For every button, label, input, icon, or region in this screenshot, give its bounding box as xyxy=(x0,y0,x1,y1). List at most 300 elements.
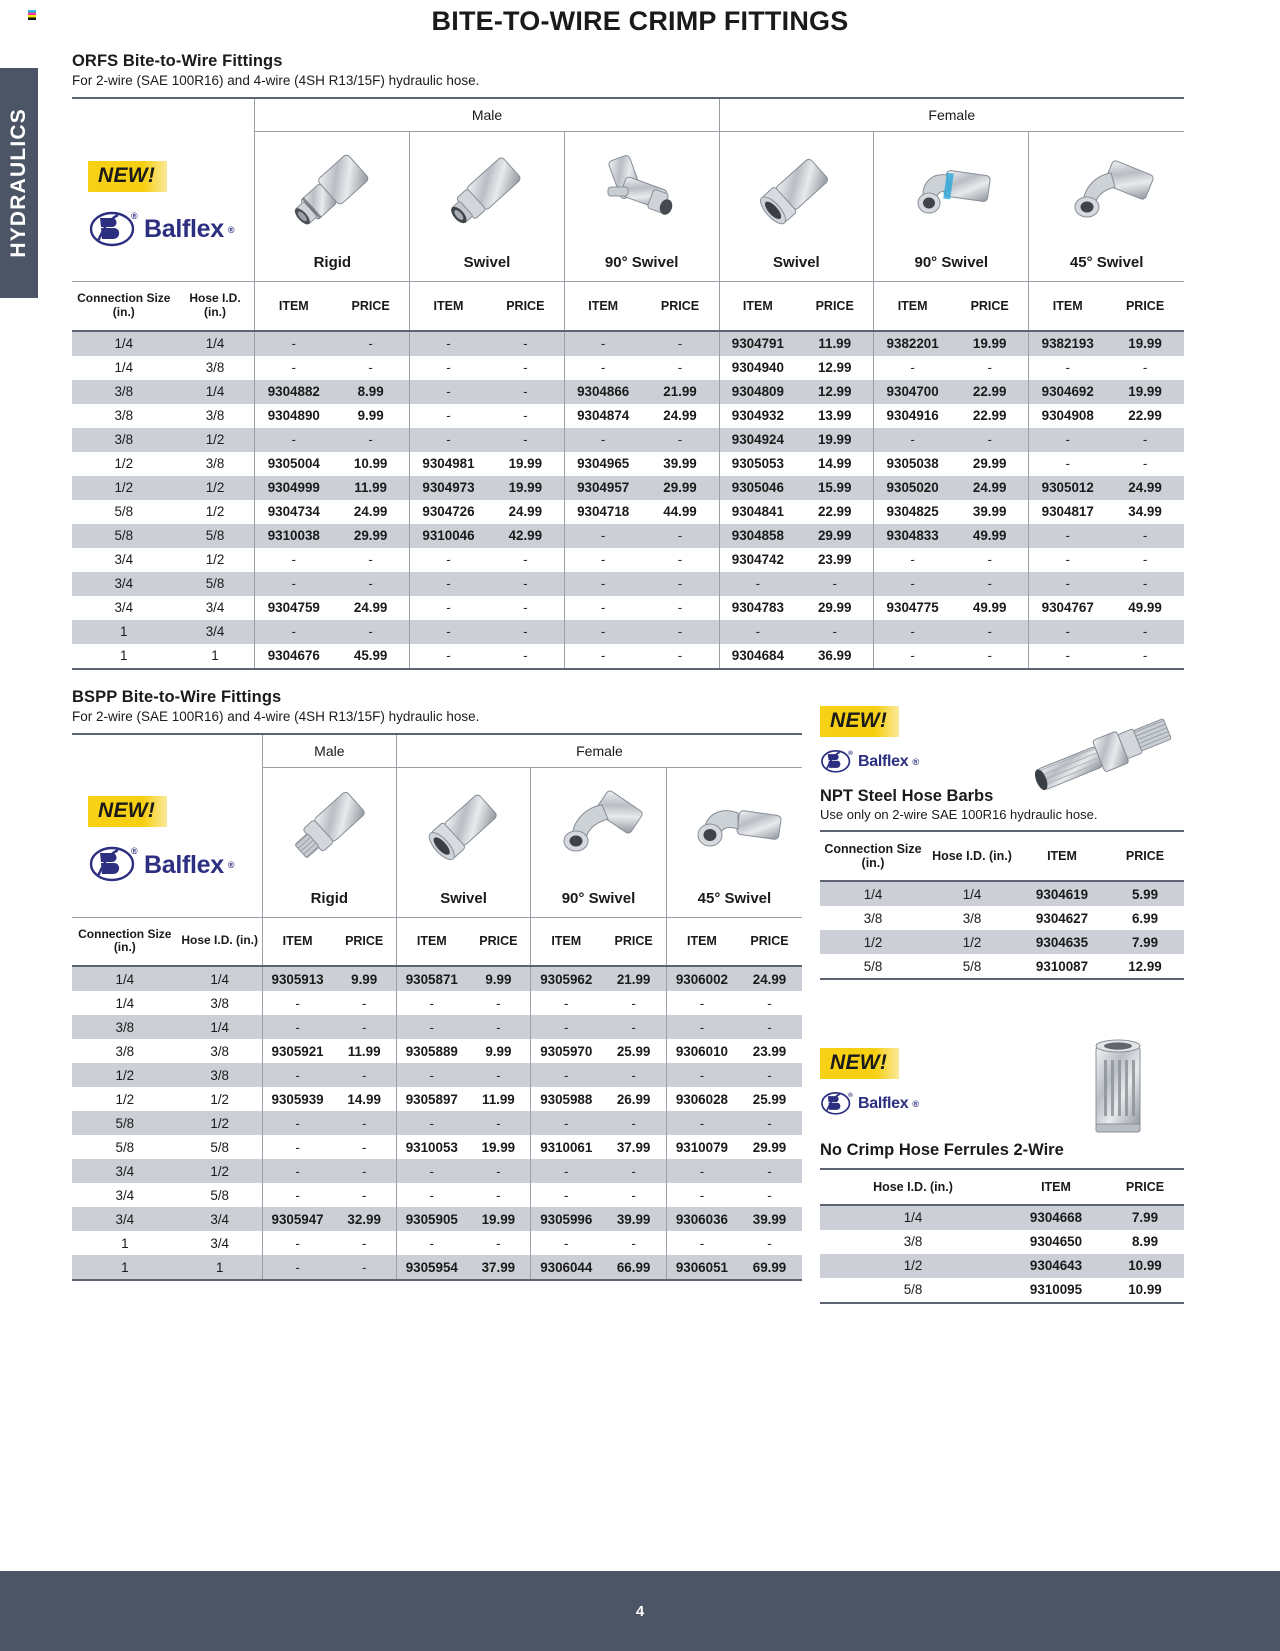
cell-item-0: - xyxy=(255,572,332,596)
cell-price-2: 25.99 xyxy=(616,1043,651,1059)
cell-hose-id: 3/4 xyxy=(210,1235,229,1251)
table-row xyxy=(72,356,1184,380)
cell-connection-size: 1 xyxy=(121,1235,129,1251)
cell-connection-size: 5/8 xyxy=(72,524,176,548)
cell-price-1: 37.99 xyxy=(467,1255,531,1280)
bspp-caption-3: 45° Swivel xyxy=(666,885,802,917)
ferrules-block xyxy=(820,1048,1184,1304)
orfs-col-conn: Connection Size (in.) xyxy=(77,291,171,319)
cell-price-0: - xyxy=(332,1111,396,1135)
cell-item-2: - xyxy=(531,991,602,1015)
cell-hose-id: 3/4 xyxy=(178,1207,263,1231)
table-row xyxy=(72,620,1184,644)
cell-hose-id: 1/4 xyxy=(176,380,255,404)
page-footer xyxy=(0,1571,1280,1651)
cell-price-4: 24.99 xyxy=(951,476,1029,500)
cell-connection-size: 3/4 xyxy=(72,572,176,596)
cell-price-1: - xyxy=(487,428,565,452)
bspp-col-conn: Connection Size (in.) xyxy=(78,926,172,955)
ferrules-col-item: ITEM xyxy=(1041,1179,1071,1194)
cell-item-2: 9304965 xyxy=(564,452,641,476)
cell-item: 9304627 xyxy=(1035,910,1089,926)
bspp-image-female-swivel xyxy=(396,767,530,885)
balflex-mark-icon xyxy=(88,843,140,887)
cell-item-1: - xyxy=(410,572,487,596)
cell-item-3: 9304742 xyxy=(719,548,796,572)
cell-price-0: 8.99 xyxy=(332,380,410,404)
ferrules-col-price: PRICE xyxy=(1125,1179,1165,1194)
bspp-brand-cell xyxy=(72,767,262,917)
cell-hose-id: 1/2 xyxy=(820,1254,1006,1278)
cell-item-1: - xyxy=(396,1015,466,1039)
cell-price-2: - xyxy=(601,1063,666,1087)
balflex-wordmark: Balflex xyxy=(858,1094,909,1112)
balflex-wordmark: Balflex xyxy=(144,850,224,879)
orfs-col-price-2: PRICE xyxy=(660,298,700,313)
bspp-group-header-row xyxy=(72,734,802,768)
orfs-col-item-4: ITEM xyxy=(874,282,951,331)
cell-item-4: 9304916 xyxy=(874,404,951,428)
cell-item-3: 9305046 xyxy=(719,476,796,500)
cell-item-2: - xyxy=(564,644,641,669)
cell-price-0: - xyxy=(361,1235,367,1251)
table-row xyxy=(72,1111,802,1135)
cell-item-1: - xyxy=(396,1159,466,1183)
cell-price-3: - xyxy=(767,1235,772,1251)
cell-price-5: 22.99 xyxy=(1128,408,1162,424)
balflex-wordmark: Balflex xyxy=(858,752,909,770)
cell-price-0: - xyxy=(368,360,373,376)
cell-connection-size: 1 xyxy=(120,648,128,664)
cell-hose-id: 3/8 xyxy=(210,1043,229,1059)
cell-connection-size: 3/4 xyxy=(72,1207,178,1231)
table-row xyxy=(72,572,1184,596)
cell-item-5: - xyxy=(1029,644,1106,669)
cell-item-0: 9304734 xyxy=(255,500,332,524)
cell-price-3: 12.99 xyxy=(817,360,852,376)
cell-price: 6.99 xyxy=(1131,910,1159,926)
cell-price-5: - xyxy=(1142,360,1148,376)
orfs-title: ORFS Bite-to-Wire Fittings xyxy=(72,52,283,70)
orfs-caption-4: 90° Swivel xyxy=(874,250,1029,282)
cell-item-2: 9305962 xyxy=(531,966,602,991)
cell-item-3: 9304841 xyxy=(719,500,796,524)
cell-connection-size: 1/4 xyxy=(72,966,178,991)
svg-text:®: ® xyxy=(848,749,853,757)
cell-item-2: - xyxy=(531,1063,602,1087)
table-row xyxy=(72,596,1184,620)
cell-item-2: 9305988 xyxy=(531,1087,602,1111)
table-row xyxy=(72,428,1184,452)
cell-price-2: 24.99 xyxy=(663,408,697,424)
cell-price-3: 29.99 xyxy=(817,600,852,616)
cell-price-2: - xyxy=(677,552,683,568)
cell-price-4: 22.99 xyxy=(972,408,1007,424)
cell-item-3: - xyxy=(719,620,796,644)
cell-item-3: 9305053 xyxy=(719,452,796,476)
cell-item-1: - xyxy=(410,548,487,572)
fitting-bspp-male-rigid-icon xyxy=(275,777,383,875)
cell-item-2: - xyxy=(564,356,641,380)
table-row xyxy=(72,1063,802,1087)
orfs-caption-3: Swivel xyxy=(719,250,874,282)
cell-price-1: - xyxy=(487,572,565,596)
cell-item-1: 9305871 xyxy=(396,966,466,991)
cell-item-3: 9304924 xyxy=(719,428,796,452)
cell-price-0: - xyxy=(332,1063,396,1087)
cell-item-2: - xyxy=(564,572,641,596)
new-badge: NEW! xyxy=(88,796,167,827)
bspp-image-female-45-swivel xyxy=(666,767,802,885)
balflex-reg-icon: ® xyxy=(227,224,235,235)
cell-item-4: 9305020 xyxy=(874,476,951,500)
npt-col-price: PRICE xyxy=(1125,848,1165,863)
cell-price-0: - xyxy=(368,552,373,568)
cell-item-2: 9305996 xyxy=(531,1207,602,1231)
cell-item-0: 9305921 xyxy=(262,1039,332,1063)
cell-item-0: 9304890 xyxy=(255,404,332,428)
cell-item-2: - xyxy=(531,1015,602,1039)
cell-price-1: 9.99 xyxy=(485,1043,512,1059)
cell-hose-id: 1/2 xyxy=(926,930,1018,954)
balflex-reg-icon: ® xyxy=(227,860,235,871)
cell-connection-size: 1/2 xyxy=(115,1091,135,1107)
cell-price-4: 49.99 xyxy=(951,524,1029,548)
cell-price: 7.99 xyxy=(1106,930,1184,954)
cell-price-0: 11.99 xyxy=(332,476,410,500)
cell-hose-id: 5/8 xyxy=(210,1139,229,1155)
cell-item-2: - xyxy=(564,331,641,356)
page-content xyxy=(72,52,1184,1298)
cell-price-3: - xyxy=(737,1015,802,1039)
table-row xyxy=(72,524,1184,548)
cell-price-0: - xyxy=(361,1139,367,1155)
page-title: BITE-TO-WIRE CRIMP FITTINGS xyxy=(431,6,849,36)
cell-item-0: - xyxy=(255,548,332,572)
cell-price-0: 29.99 xyxy=(332,524,410,548)
cell-item-0: - xyxy=(262,1015,332,1039)
cell-price-2: 21.99 xyxy=(601,966,666,991)
cell-connection-size: 1/2 xyxy=(114,456,134,472)
cell-hose-id: 1/4 xyxy=(178,1015,263,1039)
cell-price-1: - xyxy=(467,1111,531,1135)
cell-item-5: - xyxy=(1029,548,1106,572)
cell-price-0: 24.99 xyxy=(353,504,388,520)
cell-price-1: - xyxy=(487,380,565,404)
cell-price-0: 10.99 xyxy=(353,456,388,472)
cell-price-2: - xyxy=(641,572,719,596)
orfs-image-female-90-swivel xyxy=(874,132,1029,250)
cell-connection-size: 1/2 xyxy=(820,930,926,954)
cell-price-2: 21.99 xyxy=(641,380,719,404)
cell-connection-size: 3/8 xyxy=(72,428,176,452)
cell-item-2: 9304957 xyxy=(564,476,641,500)
cell-item-4: - xyxy=(874,356,951,380)
bspp-image-row xyxy=(72,767,802,885)
cell-item-1: - xyxy=(396,1231,466,1255)
cell-item-2: - xyxy=(531,1231,602,1255)
cell-connection-size: 3/8 xyxy=(115,1043,135,1059)
cell-item: 9310087 xyxy=(1035,958,1089,974)
bspp-title: BSPP Bite-to-Wire Fittings xyxy=(72,687,282,706)
cell-price-5: - xyxy=(1142,456,1148,472)
cell-item-5: 9304692 xyxy=(1029,380,1106,404)
table-row xyxy=(820,1278,1184,1303)
cell-price-2: 39.99 xyxy=(663,456,697,472)
cell-price-2: - xyxy=(631,1187,636,1203)
bspp-col-item-1: ITEM xyxy=(396,917,466,966)
new-badge: NEW! xyxy=(820,706,899,737)
cell-price-1: 24.99 xyxy=(508,504,543,520)
npt-subtitle: Use only on 2-wire SAE 100R16 hydraulic hose. xyxy=(820,806,1098,822)
cell-item-1: - xyxy=(410,644,487,669)
cell-price-3: 29.99 xyxy=(752,1139,787,1155)
bspp-table xyxy=(72,733,802,1282)
cell-price-2: - xyxy=(641,524,719,548)
bspp-col-item-2: ITEM xyxy=(531,917,602,966)
balflex-mark-icon xyxy=(820,747,854,777)
bspp-caption-2: 90° Swivel xyxy=(531,885,667,917)
cell-price-5: 34.99 xyxy=(1128,504,1162,520)
cell-connection-size: 1/2 xyxy=(72,476,176,500)
ferrule-image xyxy=(1072,1034,1162,1152)
cell-price-5: - xyxy=(1106,428,1184,452)
cell-hose-id: 1/2 xyxy=(178,1159,263,1183)
cell-price-3: 22.99 xyxy=(817,504,852,520)
cell-item-5: 9305012 xyxy=(1029,476,1106,500)
cell-hose-id: 1 xyxy=(178,1255,263,1280)
table-row xyxy=(820,1205,1184,1230)
bspp-section xyxy=(72,687,1184,1298)
orfs-image-male-90-swivel xyxy=(564,132,719,250)
cell-price: 7.99 xyxy=(1106,1205,1184,1230)
cell-item-4: 9304775 xyxy=(874,596,951,620)
orfs-column-header-row xyxy=(72,282,1184,331)
cell-price-2: 29.99 xyxy=(641,476,719,500)
section-tab-label: HYDRAULICS xyxy=(7,108,30,258)
cell-hose-id: 1/2 xyxy=(178,1111,263,1135)
npt-title: NPT Steel Hose Barbs xyxy=(820,786,994,805)
npt-col-item: ITEM xyxy=(1047,848,1077,863)
cell-item-4: - xyxy=(874,428,951,452)
cell-item-1: 9305889 xyxy=(396,1039,466,1063)
cell-price-2: - xyxy=(631,1235,636,1251)
orfs-col-item-5: ITEM xyxy=(1029,282,1106,331)
cell-item: 9304635 xyxy=(1018,930,1106,954)
cell-price-1: - xyxy=(496,995,501,1011)
cell-price-0: - xyxy=(332,331,410,356)
orfs-group-header-row xyxy=(72,98,1184,132)
svg-text:®: ® xyxy=(131,846,138,857)
cell-price-1: - xyxy=(523,648,528,664)
cell-hose-id: 3/4 xyxy=(176,620,255,644)
cell-hose-id: 5/8 xyxy=(176,572,255,596)
cell-connection-size: 1/4 xyxy=(114,360,134,376)
cell-item-0: - xyxy=(262,1063,332,1087)
cell-item-1: - xyxy=(410,404,487,428)
npt-column-header-row xyxy=(820,831,1184,882)
bspp-col-hose: Hose I.D. (in.) xyxy=(181,933,259,948)
cell-item-1: 9305897 xyxy=(396,1087,466,1111)
fitting-male-swivel-icon xyxy=(433,143,541,238)
cell-item-3: - xyxy=(666,1159,737,1183)
cell-hose-id: 1/2 xyxy=(205,504,225,520)
cell-price-4: 29.99 xyxy=(972,456,1007,472)
new-badge: NEW! xyxy=(88,161,167,192)
orfs-image-row xyxy=(72,132,1184,250)
cell-price-1: 42.99 xyxy=(487,524,565,548)
cell-item-0: - xyxy=(262,991,332,1015)
cell-item-2: 9304866 xyxy=(564,380,641,404)
cell-price-3: 11.99 xyxy=(796,331,874,356)
cell-price-3: 24.99 xyxy=(737,966,802,991)
orfs-caption-5: 45° Swivel xyxy=(1029,250,1184,282)
cell-price-3: - xyxy=(796,620,874,644)
cell-price-3: - xyxy=(737,1159,802,1183)
balflex-wordmark: Balflex xyxy=(144,215,224,244)
cell-hose-id: 5/8 xyxy=(962,958,982,974)
fitting-bspp-female-swivel-icon xyxy=(410,777,518,875)
bspp-col-item-3: ITEM xyxy=(666,917,737,966)
npt-table xyxy=(820,830,1184,981)
cell-price-1: - xyxy=(467,1015,531,1039)
cell-item-3: 9304809 xyxy=(719,380,796,404)
cell-item-1: - xyxy=(410,380,487,404)
npt-block xyxy=(820,706,1184,981)
cell-hose-id: 1/4 xyxy=(926,881,1018,906)
orfs-table-body xyxy=(72,331,1184,669)
table-row xyxy=(820,930,1184,954)
cell-connection-size: 5/8 xyxy=(115,1139,135,1155)
cell-item-1: 9305905 xyxy=(396,1207,466,1231)
cell-price-1: 19.99 xyxy=(481,1139,516,1155)
cell-price-4: 49.99 xyxy=(972,600,1007,616)
cell-item-5: - xyxy=(1029,356,1106,380)
cell-item-1: - xyxy=(410,620,487,644)
cell-item-5: - xyxy=(1029,452,1106,476)
cell-item-4: 9304700 xyxy=(874,380,951,404)
cell-item-3: 9304858 xyxy=(719,524,796,548)
cell-price-0: - xyxy=(361,995,367,1011)
cell-item-2: 9304718 xyxy=(564,500,641,524)
cell-connection-size: 5/8 xyxy=(114,504,134,520)
cell-item-3: 9304932 xyxy=(719,404,796,428)
cell-price-1: 11.99 xyxy=(481,1091,515,1107)
table-row xyxy=(72,331,1184,356)
cell-price-3: 13.99 xyxy=(817,408,852,424)
table-row xyxy=(72,1207,802,1231)
npt-col-conn: Connection Size (in.) xyxy=(824,841,922,870)
cell-price-2: - xyxy=(641,428,719,452)
cell-hose-id: 1 xyxy=(211,648,219,664)
cell-item-1: 9310053 xyxy=(396,1135,466,1159)
cell-price-0: - xyxy=(332,1159,396,1183)
cell-item-5: 9304817 xyxy=(1029,500,1106,524)
table-row xyxy=(72,500,1184,524)
cell-price-2: 44.99 xyxy=(663,504,697,520)
cell-connection-size: 3/4 xyxy=(72,1159,178,1183)
cell-price-2: - xyxy=(601,1111,666,1135)
ferrules-table-body xyxy=(820,1205,1184,1303)
cell-item-0: - xyxy=(262,1135,332,1159)
cell-price-3: - xyxy=(737,1111,802,1135)
orfs-image-female-swivel xyxy=(719,132,874,250)
cell-item-0: 9304676 xyxy=(255,644,332,669)
cell-item-2: - xyxy=(564,524,641,548)
section-tab-hydraulics xyxy=(0,68,38,298)
cell-price-5: - xyxy=(1106,524,1184,548)
cell-item-0: - xyxy=(262,1255,332,1280)
orfs-image-male-swivel xyxy=(410,132,565,250)
cell-price-0: 11.99 xyxy=(347,1043,381,1059)
cell-item-0: - xyxy=(262,1159,332,1183)
cell-item-2: - xyxy=(564,596,641,620)
table-row xyxy=(72,476,1184,500)
cell-connection-size: 3/8 xyxy=(72,380,176,404)
cell-item-2: - xyxy=(564,548,641,572)
bspp-column-header-row xyxy=(72,917,802,966)
orfs-col-price-1: PRICE xyxy=(506,298,545,313)
cell-item-1: 9304973 xyxy=(410,476,487,500)
cell-price-3: 14.99 xyxy=(817,456,852,472)
balflex-reg-icon: ® xyxy=(912,1098,919,1109)
cell-item: 9310095 xyxy=(1029,1282,1083,1298)
cell-hose-id: 3/8 xyxy=(178,1063,263,1087)
cell-item-0: - xyxy=(262,1111,332,1135)
cell-item-1: - xyxy=(396,991,466,1015)
cell-hose-id: 3/8 xyxy=(903,1234,923,1250)
cell-item-3: - xyxy=(666,1231,737,1255)
cell-item-2: 9310061 xyxy=(531,1135,602,1159)
orfs-table xyxy=(72,97,1184,670)
cell-hose-id: 5/8 xyxy=(176,524,255,548)
table-row xyxy=(820,906,1184,930)
cell-item-5: - xyxy=(1029,524,1106,548)
table-row xyxy=(72,1039,802,1063)
orfs-group-male: Male xyxy=(255,98,719,132)
orfs-col-price-5: PRICE xyxy=(1125,298,1165,313)
cell-hose-id: 5/8 xyxy=(210,1187,229,1203)
cell-price-2: - xyxy=(677,600,683,616)
cell-item-4: 9304825 xyxy=(874,500,951,524)
orfs-col-price-3: PRICE xyxy=(815,298,854,313)
orfs-subtitle: For 2-wire (SAE 100R16) and 4-wire (4SH R13/15F) hydraulic hose. xyxy=(72,73,480,88)
cell-price: 10.99 xyxy=(1128,1282,1162,1298)
cell-item-2: - xyxy=(531,1111,602,1135)
cell-connection-size: 1 xyxy=(72,620,176,644)
cell-price-0: 9.99 xyxy=(332,966,396,991)
table-row xyxy=(72,966,802,991)
cell-item-1: - xyxy=(396,1063,466,1087)
fitting-bspp-female-90-swivel-icon xyxy=(540,777,656,875)
cell-hose-id: 1/2 xyxy=(205,552,225,568)
orfs-section xyxy=(72,52,1184,670)
bspp-group-female: Female xyxy=(396,734,802,768)
cell-price-0: 45.99 xyxy=(353,648,388,664)
cell-item-0: 9304882 xyxy=(255,380,332,404)
table-row xyxy=(72,1135,802,1159)
cell-item-0: 9305004 xyxy=(255,452,332,476)
ferrules-col-hose: Hose I.D. (in.) xyxy=(873,1179,953,1194)
cell-price-5: - xyxy=(1142,648,1148,664)
table-row xyxy=(820,1254,1184,1278)
cell-price-3: - xyxy=(767,995,772,1011)
cell-item-0: 9305939 xyxy=(262,1087,332,1111)
cell-price-4: - xyxy=(987,552,992,568)
cell-item-1: 9310046 xyxy=(410,524,487,548)
cell-item-4: - xyxy=(874,644,951,669)
table-row xyxy=(72,548,1184,572)
